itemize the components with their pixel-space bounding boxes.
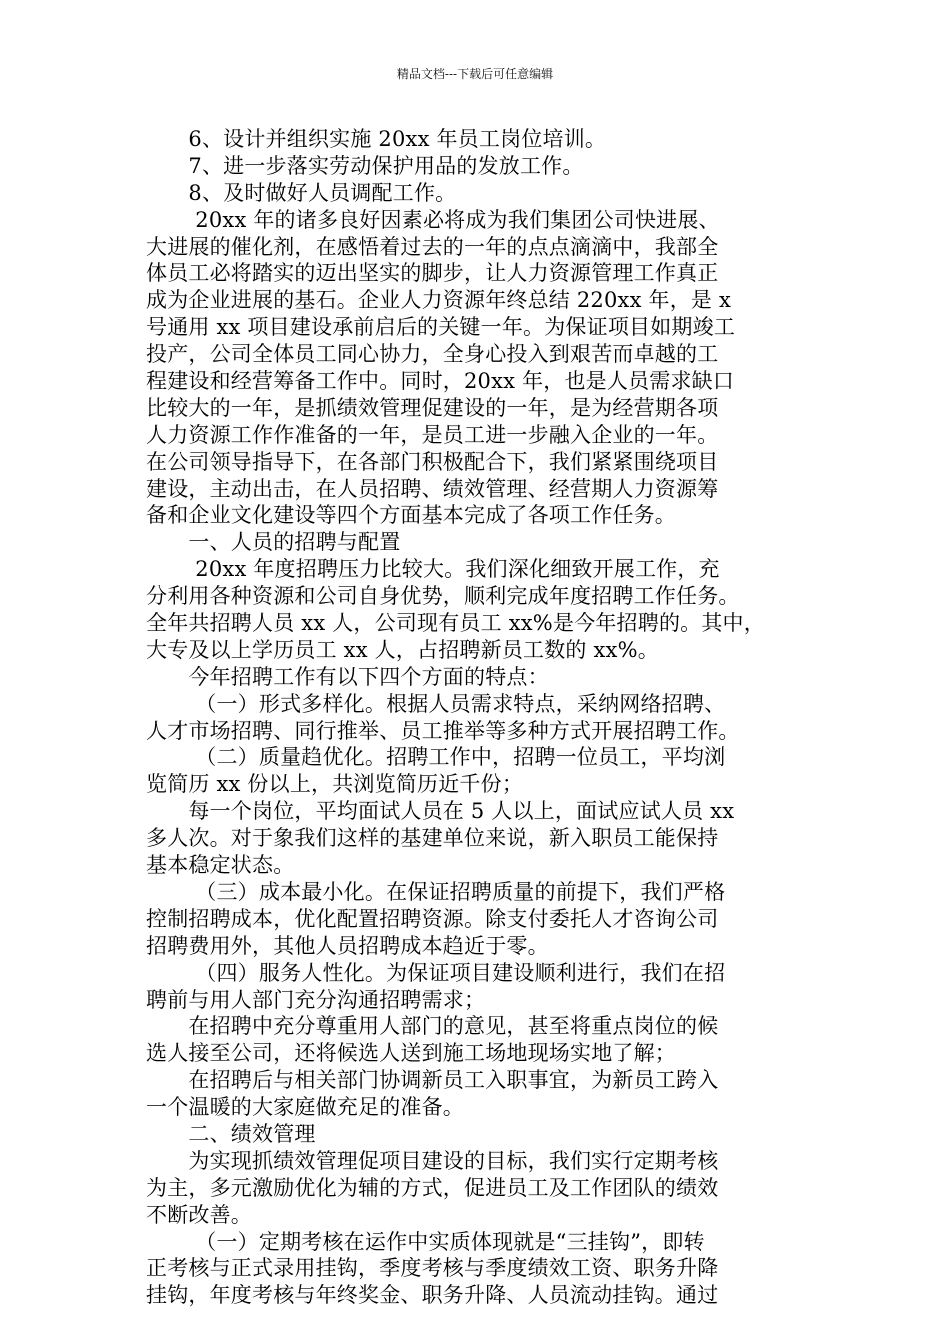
text-line: 8、及时做好人员调配工作。 xyxy=(146,180,457,205)
text-line: （一）定期考核在运作中实质体现就是“三挂钩”，即转 xyxy=(146,1229,705,1254)
text-line: 一个温暖的大家庭做充足的准备。 xyxy=(146,1095,464,1120)
text-line: （四）服务人性化。为保证项目建设顺利进行，我们在招 xyxy=(146,960,726,985)
page-header: 精品文档---下载后可任意编辑 xyxy=(396,67,554,81)
text-line: 选人接至公司，还将候选人送到施工场地现场实地了解； xyxy=(146,1041,676,1066)
text-line: 分利用各种资源和公司自身优势，顺利完成年度招聘工作任务。 xyxy=(146,584,740,609)
text-line: 投产，公司全体员工同心协力，全身心投入到艰苦而卓越的工 xyxy=(146,342,719,367)
text-line: 为主，多元激励优化为辅的方式，促进员工及工作团队的绩效 xyxy=(146,1175,719,1200)
text-line: 人力资源工作作准备的一年，是员工进一步融入企业的一年。 xyxy=(146,422,719,447)
text-line: 正考核与正式录用挂钩，季度考核与季度绩效工资、职务升降 xyxy=(146,1256,719,1281)
text-line: 全年共招聘人员 xx 人，公司现有员工 xx%是今年招聘的。其中， xyxy=(146,611,765,636)
text-line: 成为企业进展的基石。企业人力资源年终总结 220xx 年，是 x xyxy=(146,288,732,313)
text-line: 号通用 xx 项目建设承前启后的关键一年。为保证项目如期竣工 xyxy=(146,315,736,340)
text-line: 不断改善。 xyxy=(146,1202,252,1227)
text-line: 今年招聘工作有以下四个方面的特点： xyxy=(146,664,549,689)
text-line: 二、绩效管理 xyxy=(146,1121,316,1146)
text-line: （二）质量趋优化。招聘工作中，招聘一位员工，平均浏 xyxy=(146,745,726,770)
text-line: 6、设计并组织实施 20xx 年员工岗位培训。 xyxy=(146,127,607,151)
text-line: 在招聘后与相关部门协调新员工入职事宜，为新员工跨入 xyxy=(146,1068,719,1093)
text-line: 7、进一步落实劳动保护用品的发放工作。 xyxy=(146,153,584,178)
text-line: 一、人员的招聘与配置 xyxy=(146,530,401,555)
text-line: 为实现抓绩效管理促项目建设的目标，我们实行定期考核 xyxy=(146,1148,719,1173)
text-line: 备和企业文化建设等四个方面基本完成了各项工作任务。 xyxy=(146,503,676,528)
text-line: 比较大的一年，是抓绩效管理促建设的一年，是为经营期各项 xyxy=(146,395,719,420)
text-line: 建设，主动出击，在人员招聘、绩效管理、经营期人力资源筹 xyxy=(146,476,719,501)
document-body xyxy=(146,126,806,1309)
text-line: （三）成本最小化。在保证招聘质量的前提下，我们严格 xyxy=(146,879,726,904)
text-line: 在招聘中充分尊重用人部门的意见，甚至将重点岗位的候 xyxy=(146,1014,719,1039)
text-line: 20xx 年的诸多良好因素必将成为我们集团公司快进展、 xyxy=(146,207,720,232)
text-line: （一）形式多样化。根据人员需求特点，采纳网络招聘、 xyxy=(146,691,726,716)
text-line: 基本稳定状态。 xyxy=(146,853,295,878)
text-line: 程建设和经营筹备工作中。同时，20xx 年，也是人员需求缺口 xyxy=(146,369,735,394)
text-line: 在公司领导指导下，在各部门积极配合下，我们紧紧围绕项目 xyxy=(146,449,719,474)
text-line: 体员工必将踏实的迈出坚实的脚步，让人力资源管理工作真正 xyxy=(146,261,719,286)
text-line: 聘前与用人部门充分沟通招聘需求； xyxy=(146,987,486,1012)
text-line: 大进展的催化剂，在感悟着过去的一年的点点滴滴中，我部全 xyxy=(146,234,719,259)
text-line: 多人次。对于象我们这样的基建单位来说，新入职员工能保持 xyxy=(146,826,719,851)
text-line: 20xx 年度招聘压力比较大。我们深化细致开展工作，充 xyxy=(146,557,720,582)
text-line: 大专及以上学历员工 xx 人，占招聘新员工数的 xx%。 xyxy=(146,637,659,662)
text-line: 招聘费用外，其他人员招聘成本趋近于零。 xyxy=(146,933,549,958)
text-line: 览简历 xx 份以上，共浏览简历近千份； xyxy=(146,772,524,797)
text-line: 每一个岗位，平均面试人员在 5 人以上，面试应试人员 xx xyxy=(146,799,735,824)
text-line: 人才市场招聘、同行推举、员工推举等多种方式开展招聘工作。 xyxy=(146,718,740,743)
text-line: 控制招聘成本，优化配置招聘资源。除支付委托人才咨询公司 xyxy=(146,906,719,931)
text-line: 挂钩，年度考核与年终奖金、职务升降、人员流动挂钩。通过 xyxy=(146,1283,719,1308)
